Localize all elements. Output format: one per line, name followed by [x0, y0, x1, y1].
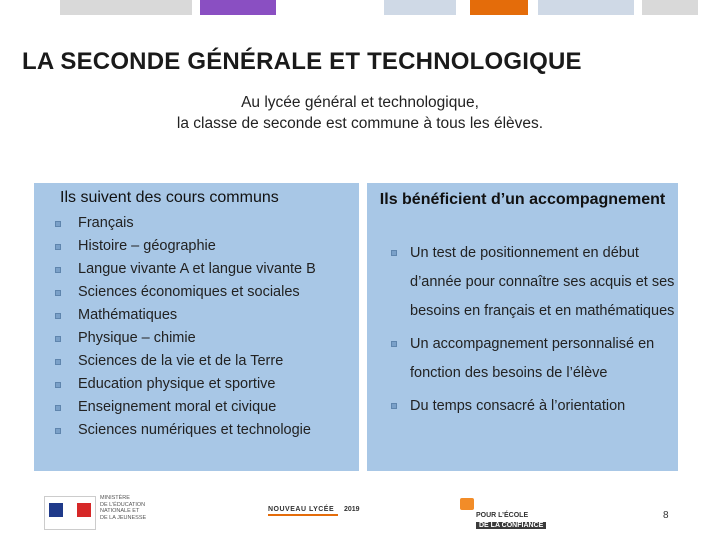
square-bullet-icon: [55, 382, 61, 388]
list-item: [391, 239, 676, 326]
support-list: [391, 239, 676, 425]
french-flag-icon: [49, 503, 91, 517]
square-bullet-icon: [391, 341, 397, 347]
list-item: [52, 304, 316, 327]
common-courses-panel: [34, 183, 359, 471]
bar-segment: [642, 0, 698, 15]
nouveau-lycee-logo: NOUVEAU LYCÉE: [268, 506, 335, 513]
list-item: [391, 392, 676, 421]
top-color-bar: [0, 0, 720, 16]
list-item: [52, 235, 316, 258]
course-label: Histoire – géographie: [78, 238, 216, 254]
ecole-confiance-logo: [460, 498, 570, 530]
course-list: [52, 212, 316, 442]
ministry-text: MINISTÈRE DE L’ÉDUCATION NATIONALE ET DE LA JEUNESSE: [100, 495, 147, 521]
support-panel: [367, 183, 678, 471]
support-label: Du temps consacré à l’orientation: [410, 398, 626, 414]
course-label: Langue vivante A et langue vivante B: [78, 261, 316, 277]
square-bullet-icon: [391, 250, 397, 256]
course-label: Français: [78, 215, 134, 231]
bar-segment: [470, 0, 528, 15]
list-item: [52, 350, 316, 373]
course-label: Sciences numériques et technologie: [78, 422, 311, 438]
course-label: Sciences économiques et sociales: [78, 284, 300, 300]
page-title: LA SECONDE GÉNÉRALE ET TECHNOLOGIQUE: [22, 48, 582, 75]
bar-segment: [200, 0, 276, 15]
nouveau-lycee-year: 2019: [344, 506, 360, 513]
bar-segment: [60, 0, 192, 15]
list-item: [391, 330, 676, 388]
list-item: [52, 396, 316, 419]
list-item: [52, 212, 316, 235]
square-bullet-icon: [55, 428, 61, 434]
support-label: Un accompagnement personnalisé en fonction des besoins de l’élève: [410, 336, 655, 381]
square-bullet-icon: [55, 221, 61, 227]
bar-segment: [384, 0, 456, 15]
subtitle: [60, 92, 660, 134]
square-bullet-icon: [391, 403, 397, 409]
nouveau-lycee-underline: [268, 514, 338, 516]
bar-segment: [538, 0, 634, 15]
square-bullet-icon: [55, 267, 61, 273]
square-bullet-icon: [55, 336, 61, 342]
square-bullet-icon: [55, 405, 61, 411]
common-courses-title: Ils suivent des cours communs: [60, 189, 279, 206]
subtitle-line-2: la classe de seconde est commune à tous les élèves.: [176, 115, 544, 132]
list-item: [52, 419, 316, 442]
list-item: [52, 258, 316, 281]
square-bullet-icon: [55, 313, 61, 319]
course-label: Sciences de la vie et de la Terre: [78, 353, 284, 369]
course-label: Physique – chimie: [78, 330, 196, 346]
page-number: 8: [663, 510, 669, 521]
list-item: [52, 373, 316, 396]
ecole-confiance-line-2: DE LA CONFIANCE: [476, 522, 546, 529]
ecole-confiance-mark-icon: [460, 498, 474, 510]
course-label: Enseignement moral et civique: [78, 399, 277, 415]
square-bullet-icon: [55, 244, 61, 250]
support-title: Ils bénéficient d’un accompagnement: [379, 191, 666, 208]
course-label: Mathématiques: [78, 307, 178, 323]
square-bullet-icon: [55, 290, 61, 296]
list-item: [52, 327, 316, 350]
support-label: Un test de positionnement en début d’année pour connaître ses acquis et ses besoins en français et en mathématiques: [410, 245, 675, 319]
square-bullet-icon: [55, 359, 61, 365]
ecole-confiance-line-1: POUR L’ÉCOLE: [476, 512, 529, 519]
republique-francaise-logo: [44, 496, 96, 530]
footer: [0, 488, 720, 540]
subtitle-line-1: Au lycée général et technologique,: [241, 94, 479, 111]
course-label: Education physique et sportive: [78, 376, 276, 392]
list-item: [52, 281, 316, 304]
